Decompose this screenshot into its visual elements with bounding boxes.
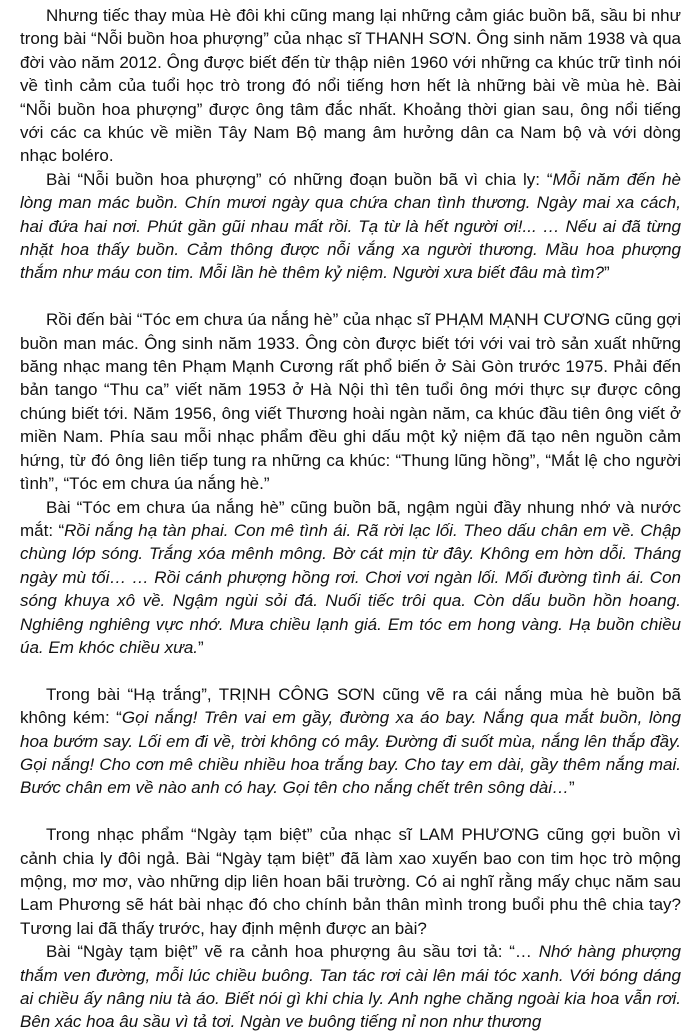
quote-close: ” <box>604 263 610 283</box>
lyric-quote: Nhớ hàng phượng thắm ven đường, mỗi lúc chiều buông. Tan tác rơi cài lên mái tóc xanh. Với bóng dáng ai chiều ấy nâng niu tà áo. Biết nói gì khi chia ly. Anh nghe chăng ngoài kia hoa vẫn rơi. Bên xác hoa âu sầu vì tả tơi. Ngàn ve buông tiếng nỉ non như thương <box>20 942 681 1032</box>
paragraph-pham-manh-cuong <box>20 308 681 495</box>
paragraph-text: Bài “Nỗi buồn hoa phượng” có những đoạn buồn bã vì chia ly: “ <box>46 169 553 189</box>
paragraph-text: Bài “Tóc em chưa úa nắng hè” cũng buồn bã, ngậm ngùi đầy nhung nhớ và nước mắt: “ <box>20 497 681 540</box>
paragraph-ha-trang <box>20 683 681 800</box>
paragraph-text: Bài “Ngày tạm biệt” vẽ ra cảnh hoa phượng âu sầu tơi tả: “… <box>46 942 539 962</box>
paragraph-toc-em-chua-ua <box>20 496 681 660</box>
quote-close: ” <box>198 637 204 657</box>
paragraph-ngay-tam-biet <box>20 940 681 1034</box>
paragraph-text: Trong bài “Hạ trắng”, TRỊNH CÔNG SƠN cũng vẽ ra cái nắng mùa hè buồn bã không kém: “ <box>20 684 681 728</box>
lyric-quote: Rồi nắng hạ tàn phai. Con mê tình ái. Rã rời lạc lối. Theo dấu chân em về. Chập chùng lớp sóng. Trắng xóa mênh mông. Bờ cát mịn từ đây. Không em hờn dỗi. Tháng ngày mù tối… … Rồi cánh phượng hồng rơi. Chơi vơi ngàn lối. Mối đường tình ái. Con sóng khuya xô về. Ngậm ngùi sỏi đá. Nuối tiếc trôi qua. Còn dấu buồn hồn hoang. Nghiêng nghiêng vực nhớ. Mưa chiều lạnh giá. Em tóc em hong vàng. Hạ buồn chiều úa. Em khóc chiều xưa. <box>20 520 681 657</box>
lyric-quote: Gọi nắng! Trên vai em gầy, đường xa áo bay. Nắng qua mắt buồn, lòng hoa bướm say. Lối em đi về, trời không có mây. Đường đi suốt mùa, nắng lên thắp đầy. Gọi nắng! Cho cơn mê chiều nhiều hoa trắng bay. Cho tay em dài, gầy thêm nắng mai. Bước chân em về nào anh có hay. Gọi tên cho nắng chết trên sông dài… <box>20 708 681 798</box>
paragraph-text: Trong nhạc phẩm “Ngày tạm biệt” của nhạc sĩ LAM PHƯƠNG cũng gợi buồn vì cảnh chia ly đôi ngả. Bài “Ngày tạm biệt” đã làm xao xuyến bao con tim học trò mộng mộng, mơ mơ, vào những dịp liên hoan bãi trường. Có ai nghĩ rằng mấy chục năm sau Lam Phương sẽ hát bài nhạc đó cho chính bản thân mình trong buổi phu thê chia tay? Tương lai đã thấy trước, hay định mệnh được an bài? <box>20 825 681 938</box>
document-page <box>20 4 681 1034</box>
paragraph-lam-phuong <box>20 823 681 940</box>
lyric-quote: Mỗi năm đến hè lòng man mác buồn. Chín mươi ngày qua chứa chan tình thương. Ngày mai xa cách, hai đứa hai nơi. Phút gần gũi nhau mất rồi. Tạ từ là hết người ơi!... … Nếu ai đã từng nhặt hoa thấy buồn. Cảm thông được nỗi vắng xa người thương. Mầu hoa phượng thắm như máu con tim. Mỗi lần hè thêm kỷ niệm. Người xưa biết đâu mà tìm? <box>20 169 681 283</box>
paragraph-text: Nhưng tiếc thay mùa Hè đôi khi cũng mang lại những cảm giác buồn bã, sầu bi như trong bài “Nỗi buồn hoa phượng” của nhạc sĩ THANH SƠN. Ông sinh năm 1938 và qua đời vào năm 2012. Ông được biết đến từ thập niên 1960 với những ca khúc trữ tình nói về tình cảm của tuổi học trò trong đó nổi tiếng hơn hết là những bài về mùa hè. Bài “Nỗi buồn hoa phượng” được ông tâm đắc nhất. Khoảng thời gian sau, ông nổi tiếng với các ca khúc về miền Tây Nam Bộ mang âm hưởng dân ca Nam bộ và với dòng nhạc boléro. <box>20 6 681 166</box>
paragraph-noi-buon-hoa-phuong <box>20 168 681 285</box>
paragraph-thanh-son-intro <box>20 4 681 168</box>
quote-close: ” <box>569 778 575 798</box>
paragraph-text: Rồi đến bài “Tóc em chưa úa nắng hè” của nhạc sĩ PHẠM MẠNH CƯƠNG cũng gợi buồn man mác. Ông sinh năm 1933. Ông còn được biết tới với vai trò sản xuất những băng nhạc mang tên Phạm Mạnh Cương rất phổ biến ở Sài Gòn trước 1975. Phải đến bản tango “Thu ca” viết năm 1953 ở Hà Nội thì tên tuổi ông mới thực sự được công chúng biết tới. Năm 1956, ông viết Thương hoài ngàn năm, ca khúc đầu tiên ông viết ở miền Nam. Phía sau mỗi nhạc phẩm đều ghi dấu một kỷ niệm đã tạo nên nguồn cảm hứng, từ đó ông liên tiếp tung ra những ca khúc: “Thung lũng hồng”, “Mắt lệ cho người tình”, “Tóc em chưa úa nắng hè.” <box>20 310 681 494</box>
